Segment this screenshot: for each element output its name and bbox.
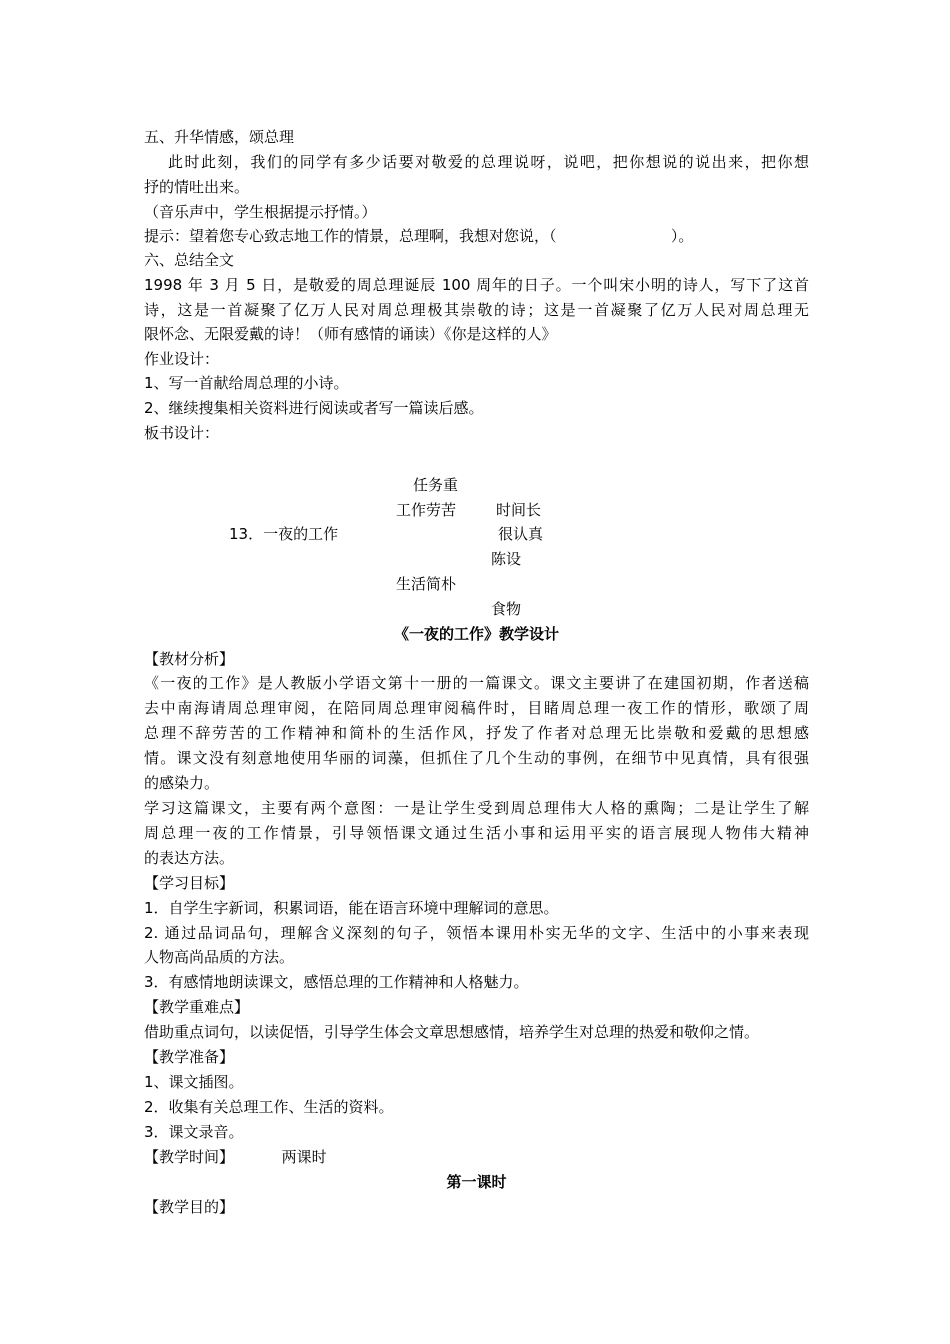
analysis-line: 《一夜的工作》是人教版小学语文第十一册的一篇课文。课文主要讲了在建国初期，作者送稿 — [144, 674, 809, 692]
section5-heading: 五、升华情感，颂总理 — [144, 128, 295, 146]
analysis-line: 的表达方法。 — [144, 849, 235, 867]
preparation-heading: 【教学准备】 — [144, 1048, 235, 1066]
key-points-heading: 【教学重难点】 — [144, 998, 250, 1016]
lesson1-title: 第一课时 — [446, 1173, 507, 1191]
section6-paragraph-line: 1998 年 3 月 5 日，是敬爱的周总理诞辰 100 周年的日子。一个叫宋小明的诗人，写下了这首 — [144, 276, 809, 294]
design-title: 《一夜的工作》教学设计 — [393, 625, 559, 643]
goal-item: 3．有感情地朗读课文，感悟总理的工作精神和人格魅力。 — [144, 973, 529, 991]
section6-heading: 六、总结全文 — [144, 251, 235, 269]
homework-item: 2、继续搜集相关资料进行阅读或者写一篇读后感。 — [144, 399, 484, 417]
board-simple-life: 生活简朴 — [396, 575, 457, 593]
analysis-line: 总理不辞劳苦的工作精神和简朴的生活作风，抒发了作者对总理无比崇敬和爱戴的思想感 — [144, 724, 809, 742]
board-heading: 板书设计： — [144, 424, 220, 442]
analysis-line: 学习这篇课文，主要有两个意图：一是让学生受到周总理伟大人格的熏陶；二是让学生了解 — [144, 799, 809, 817]
board-task-heavy: 任务重 — [413, 476, 459, 494]
analysis-heading: 【教材分析】 — [144, 650, 235, 668]
aims-heading: 【教学目的】 — [144, 1198, 235, 1216]
teaching-time — [144, 1145, 809, 1169]
homework-item: 1、写一首献给周总理的小诗。 — [144, 374, 349, 392]
key-points-text: 借助重点词句，以读促悟，引导学生体会文章思想感情，培养学生对总理的热爱和敬仰之情。 — [144, 1023, 760, 1041]
analysis-line: 情。课文没有刻意地使用华丽的词藻，但抓住了几个生动的事例，在细节中见真情，具有很强 — [144, 749, 809, 767]
preparation-item: 3．课文录音。 — [144, 1123, 244, 1141]
goal-item: 人物高尚品质的方法。 — [144, 948, 295, 966]
preparation-item: 1、课文插图。 — [144, 1073, 244, 1091]
section5-hint: 提示：望着您专心致志地工作的情景，总理啊，我想对您说，（ ）。 — [144, 227, 694, 245]
teaching-time-label: 【教学时间】 — [144, 1148, 235, 1166]
board-furnishings: 陈设 — [491, 550, 522, 568]
analysis-line: 的感染力。 — [144, 774, 220, 792]
section5-paragraph-line: 抒的情吐出来。 — [144, 178, 250, 196]
board-earnest: 很认真 — [498, 525, 544, 543]
board-lesson-title: 13．一夜的工作 — [229, 525, 339, 543]
section6-paragraph-line: 限怀念、无限爱戴的诗！（师有感情的诵读）《你是这样的人》 — [144, 325, 557, 343]
section5-paragraph-line: 此时此刻，我们的同学有多少话要对敬爱的总理说呀，说吧，把你想说的说出来，把你想 — [168, 153, 809, 171]
goal-item: 1．自学生字新词，积累词语，能在语言环境中理解词的意思。 — [144, 899, 559, 917]
board-food: 食物 — [491, 600, 522, 618]
analysis-line: 周总理一夜的工作情景，引导领悟课文通过生活小事和运用平实的语言展现人物伟大精神 — [144, 824, 809, 842]
goal-item: 2. 通过品词品句，理解含义深刻的句子，领悟本课用朴实无华的文字、生活中的小事来表现 — [144, 924, 809, 942]
preparation-item: 2．收集有关总理工作、生活的资料。 — [144, 1098, 394, 1116]
board-time-long: 时间长 — [496, 501, 542, 519]
teaching-time-value: 两课时 — [281, 1148, 327, 1166]
board-work-hard: 工作劳苦 — [396, 501, 457, 519]
section6-paragraph-line: 诗，这是一首凝聚了亿万人民对周总理极其崇敬的诗；这是一首凝聚了亿万人民对周总理无 — [144, 301, 809, 319]
goals-heading: 【学习目标】 — [144, 874, 235, 892]
homework-heading: 作业设计： — [144, 350, 220, 368]
section5-note: （音乐声中，学生根据提示抒情。） — [144, 203, 377, 221]
analysis-line: 去中南海请周总理审阅，在陪同周总理审阅稿件时，目睹周总理一夜工作的情形，歌颂了周 — [144, 699, 809, 717]
